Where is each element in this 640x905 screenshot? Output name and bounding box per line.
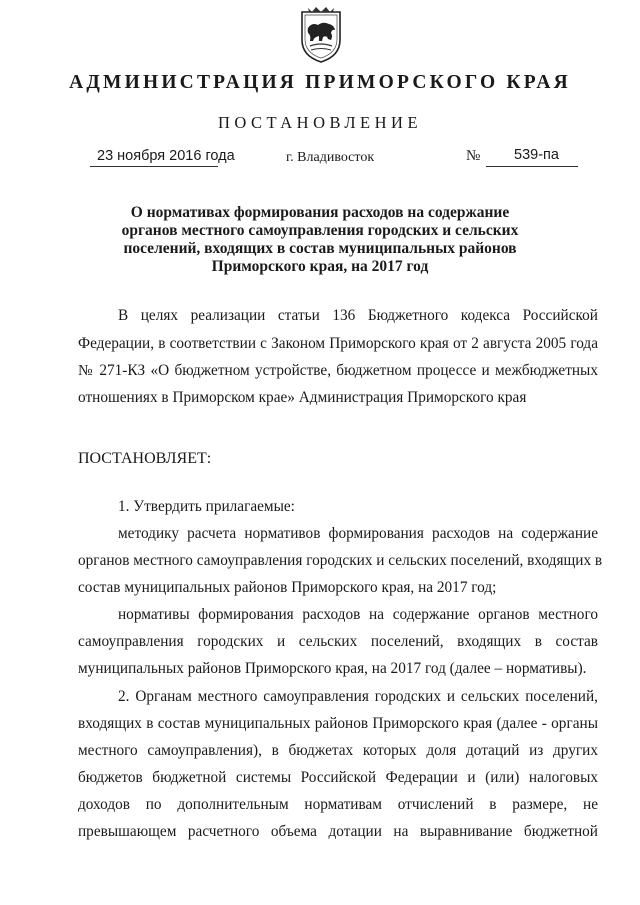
resolution-heading: ПОСТАНОВЛЯЕТ: [78, 450, 212, 467]
body-line: № 271-КЗ «О бюджетном устройстве, бюджетном процессе и межбюджетных [78, 362, 598, 379]
body-line: 2. Органам местного самоуправления городских и сельских поселений, [118, 688, 598, 705]
body-line: методику расчета нормативов формирования расходов на содержание [118, 525, 598, 542]
subject-line: Приморского края, на 2017 год [211, 258, 429, 275]
body-line: нормативы формирования расходов на содержание органов местного [118, 606, 598, 623]
organization-title: АДМИНИСТРАЦИЯ ПРИМОРСКОГО КРАЯ [69, 72, 571, 93]
body-line: отношениях в Приморском крае» Администрация Приморского края [78, 389, 527, 406]
body-line: самоуправления городских и сельских поселений, входящих в состав [78, 633, 598, 650]
subject-line: органов местного самоуправления городских и сельских [121, 222, 519, 239]
body-line: В целях реализации статьи 136 Бюджетного кодекса Российской [118, 307, 598, 324]
subject-line: поселений, входящих в состав муниципальных районов [123, 240, 517, 257]
document-type: ПОСТАНОВЛЕНИЕ [217, 113, 423, 132]
body-line: доходов по дополнительным нормативам отчислений в размере, не [78, 796, 598, 813]
body-line: местного самоуправления), в бюджетах которых доля дотаций из других [78, 742, 598, 759]
document-number: 539-па [514, 147, 559, 163]
number-label: № [466, 148, 481, 164]
date-underline [90, 166, 218, 167]
coat-of-arms-icon [298, 6, 344, 64]
body-line: состав муниципальных районов Приморского края, на 2017 год; [78, 579, 497, 596]
number-underline [486, 166, 578, 167]
subject-line: О нормативах формирования расходов на содержание [130, 204, 510, 221]
document-subject [120, 204, 520, 276]
document-date: 23 ноября 2016 года [97, 148, 235, 164]
body-line: 1. Утвердить прилагаемые: [118, 498, 295, 515]
body-line: муниципальных районов Приморского края, на 2017 год (далее – нормативы). [78, 660, 587, 677]
body-line: бюджетов бюджетной системы Российской Федерации и (или) налоговых [78, 769, 598, 786]
body-line: превышающем расчетного объема дотации на выравнивание бюджетной [78, 823, 598, 840]
document-city: г. Владивосток [286, 150, 375, 165]
body-line: Федерации, в соответствии с Законом Приморского края от 2 августа 2005 года [78, 335, 598, 352]
body-line: органов местного самоуправления городских и сельских поселений, входящих в [78, 552, 603, 569]
body-line: входящих в состав муниципальных районов Приморского края (далее - органы [78, 715, 598, 732]
